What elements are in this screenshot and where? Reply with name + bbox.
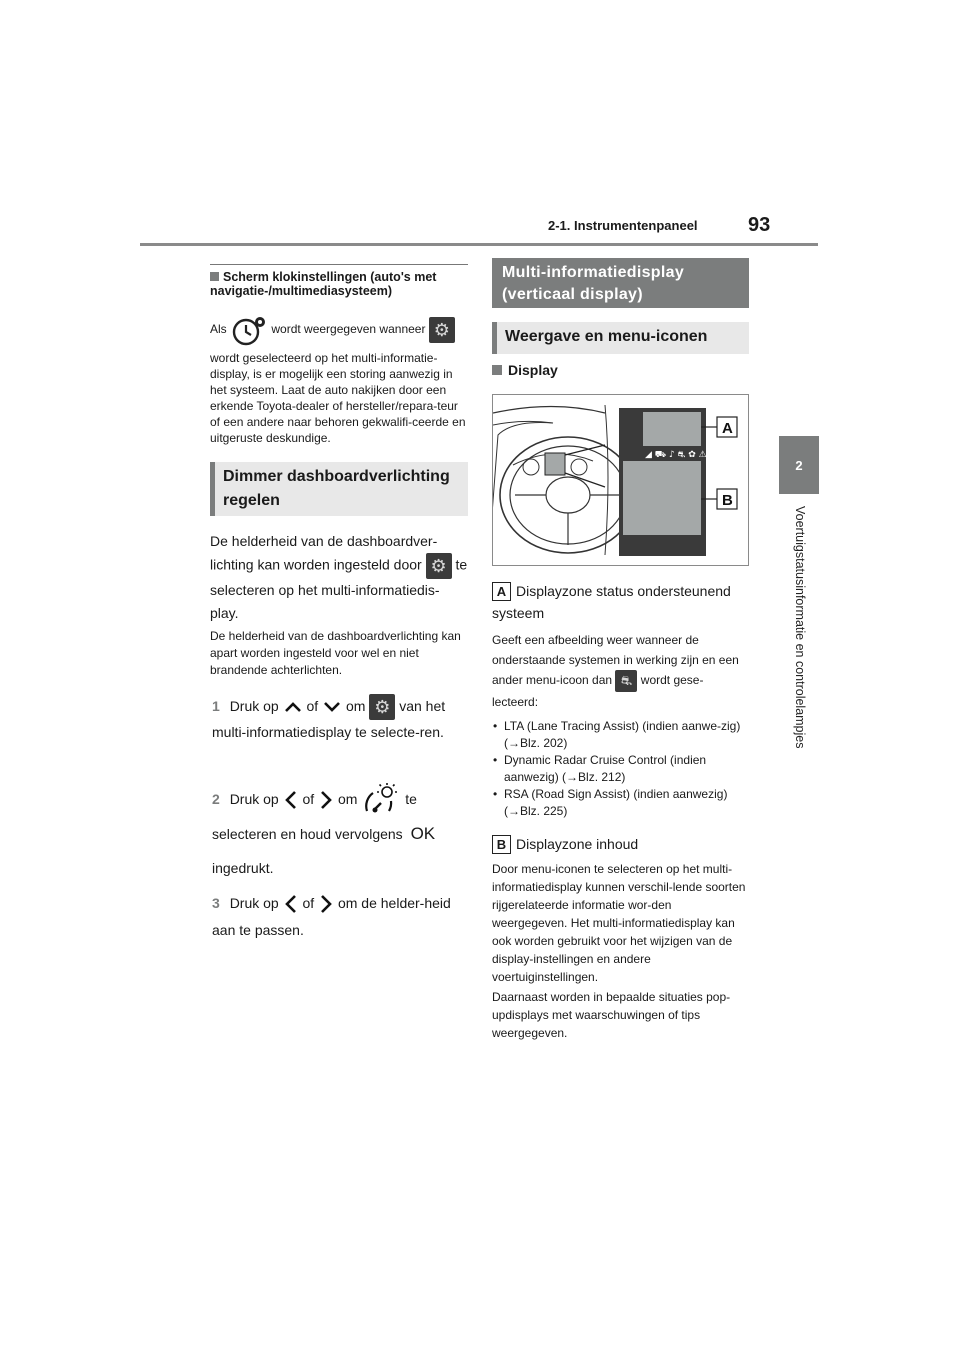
callout-b-label: B	[722, 492, 733, 509]
clock-line1	[210, 314, 468, 346]
clock-line1-b: wordt weergegeven wanneer	[271, 322, 426, 337]
display-illustration	[492, 394, 749, 566]
clock-section-heading	[210, 270, 468, 298]
display-heading	[492, 362, 558, 378]
zone-a-desc-b: wordt gese-lecteerd:	[492, 673, 704, 709]
dimmer-section-heading: Dimmer dashboardverlichting regelen	[210, 462, 468, 516]
dimmer-intro-b: te selecteren op het multi-informatiedis-play.	[210, 556, 468, 621]
zone-a-title	[492, 580, 749, 624]
clock-heading-text: Scherm klokinstellingen (auto's met navigatie-/multimediasysteem)	[210, 270, 437, 298]
clock-settings-icon	[230, 314, 268, 346]
step-text: van het multi-informatiedisplay te selecte-ren.	[212, 698, 446, 741]
settings-gear-icon: ⚙	[429, 317, 455, 343]
step-number: 1	[212, 698, 220, 714]
zone-b-title-text: Displayzone inhoud	[516, 836, 639, 852]
zone-b-description-2: Daarnaast worden in bepaalde situaties pop-updisplays met waarschuwingen of tips weergegeven.	[492, 990, 731, 1040]
step-text: om	[337, 791, 358, 807]
step-text: of	[306, 698, 319, 714]
driving-assist-icon: ⛐	[615, 670, 637, 692]
step-number: 2	[212, 791, 220, 807]
display-heading-text: Display	[508, 362, 558, 378]
dashboard-brightness-icon	[361, 783, 401, 817]
zone-a-title-text: Displayzone status ondersteunend systeem	[492, 583, 731, 621]
zone-a-desc-a: Geeft een afbeelding weer wanneer de onderstaande systemen in werking zijn en een ander menu-icoon dan	[492, 633, 739, 688]
sub-section-heading: Weergave en menu-iconen	[492, 322, 749, 354]
callout-a-label: A	[722, 420, 733, 437]
step-text: te selecteren en houd vervolgens	[212, 791, 417, 843]
section-rule	[210, 264, 468, 265]
settings-gear-icon: ⚙	[426, 553, 452, 579]
dimmer-note: De helderheid van de dashboardverlichting kan apart worden ingesteld voor wel en niet brandende achterlichten.	[210, 629, 461, 677]
step-text: of	[302, 895, 315, 911]
list-item: • LTA (Lane Tracing Assist) (indien aanwe-zig) (→Blz. 202)	[504, 718, 749, 752]
clock-body: wordt geselecteerd op het multi-informatie-display, is er mogelijk een storing aanwezig in het systeem. Laat de auto nakijken door een erkende Toyota-dealer of hersteller/repara-teur of een andere naar behoren gekwalifi-ceerde en uitgeruste deskundige.	[210, 351, 466, 445]
step-text: Druk op	[229, 698, 279, 714]
step-text: Druk op	[229, 791, 279, 807]
chevron-left-icon	[283, 789, 299, 811]
chevron-right-icon	[318, 893, 334, 915]
main-section-heading: Multi-informatiedisplay (verticaal display)	[492, 258, 749, 308]
zone-a-description	[492, 630, 749, 712]
zone-a-list	[492, 718, 749, 820]
step-text: ingedrukt.	[212, 860, 274, 877]
callout-b-box: B	[492, 835, 511, 854]
step-number: 3	[212, 895, 220, 911]
page-number: 93	[748, 214, 771, 236]
header-rule	[140, 243, 818, 246]
step-text: of	[302, 791, 315, 807]
step-1	[212, 694, 468, 744]
dashboard-illustration	[493, 395, 749, 566]
chevron-right-icon	[318, 789, 334, 811]
clock-line1-a: Als	[210, 322, 227, 337]
list-item: • Dynamic Radar Cruise Control (indien aanwezig) (→Blz. 212)	[504, 752, 749, 786]
svg-text:◢ ⛟ ♪ ⛐ ✿ ⚠: ◢ ⛟ ♪ ⛐ ✿ ⚠	[645, 450, 707, 460]
dimmer-intro-a: De helderheid van de dashboardver-lichting kan worden ingesteld door	[210, 533, 438, 573]
ok-button-icon: OK	[410, 824, 436, 844]
step-text: om	[345, 698, 366, 714]
chevron-left-icon	[283, 893, 299, 915]
zone-b-description-1: Door menu-iconen te selecteren op het multi-informatiedisplay kunnen verschil-lende soorten rijgerelateerde informatie wor-den weergegeven. Het multi-informatiedisplay kan ook worden gebruikt voor het wijzigen van de display-instellingen en andere voertuiginstellingen.	[492, 862, 746, 984]
zone-b-title	[492, 833, 749, 855]
chapter-tab	[779, 436, 819, 494]
running-header-section: 2-1. Instrumentenpaneel	[548, 218, 698, 233]
callout-a-box: A	[492, 582, 511, 601]
chapter-number: 2	[795, 457, 803, 473]
square-bullet-icon	[210, 272, 219, 281]
chapter-title: Voertuigstatusinformatie en controlelampjes	[793, 506, 807, 749]
chevron-up-icon	[283, 700, 303, 714]
step-3	[212, 890, 468, 944]
chevron-down-icon	[322, 700, 342, 714]
step-text: Druk op	[229, 895, 279, 911]
settings-gear-icon: ⚙	[369, 694, 395, 720]
step-text: om de helder-heid aan te passen.	[212, 895, 451, 938]
list-item: • RSA (Road Sign Assist) (indien aanwezig) (→Blz. 225)	[504, 786, 749, 820]
step-2	[212, 782, 468, 885]
square-bullet-icon	[492, 365, 502, 375]
dimmer-intro	[210, 530, 468, 625]
